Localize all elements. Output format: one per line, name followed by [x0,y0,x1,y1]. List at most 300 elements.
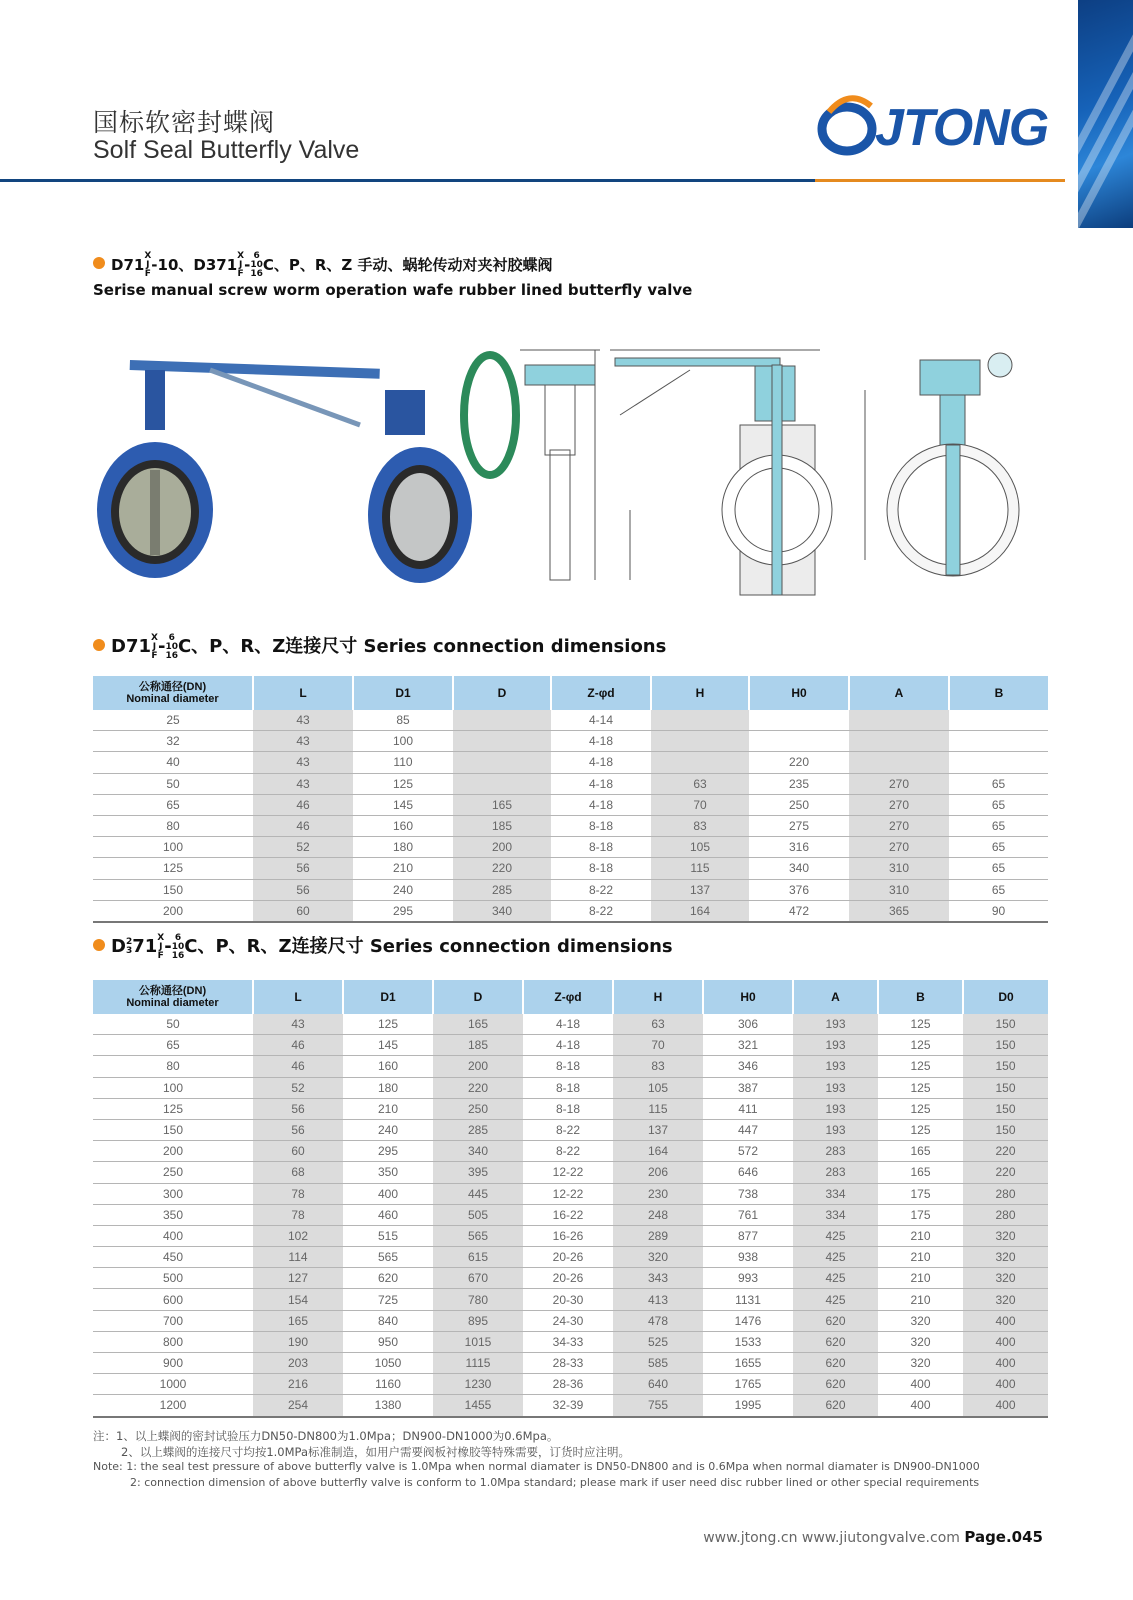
table-cell [849,752,949,773]
table-cell: 895 [433,1310,523,1331]
table-cell: 193 [793,1119,878,1140]
table-cell: 83 [613,1056,703,1077]
table-cell: 220 [749,752,849,773]
table-cell: 150 [963,1035,1048,1056]
table-cell: 115 [613,1098,703,1119]
table-cell: 725 [343,1289,433,1310]
table-row [93,1247,1048,1268]
table-cell: 65 [949,858,1048,879]
table-cell: 1000 [93,1374,253,1395]
column-header: Z-φd [551,676,651,710]
table-cell: 320 [963,1247,1048,1268]
bullet-dot-icon [93,639,105,651]
table-cell: 505 [433,1204,523,1225]
table-cell: 125 [878,1035,963,1056]
column-header: 公称通径(DN) Nominal diameter [93,676,253,710]
table-row [93,1331,1048,1352]
table-cell: 340 [433,1141,523,1162]
table-cell: 316 [749,837,849,858]
table-cell: 114 [253,1247,343,1268]
table-cell: 670 [433,1268,523,1289]
table-cell: 78 [253,1204,343,1225]
table-cell: 425 [793,1289,878,1310]
table-cell: 8-18 [523,1077,613,1098]
page-footer [703,1528,1043,1546]
table-cell: 340 [749,858,849,879]
table-cell: 56 [253,1119,343,1140]
table-cell: 270 [849,815,949,836]
table-cell: 137 [651,879,749,900]
column-header: H [651,676,749,710]
table-cell: 65 [949,815,1048,836]
table-cell: 32 [93,731,253,752]
table-cell: 185 [433,1035,523,1056]
table-cell: 310 [849,858,949,879]
note-cn-2: 2、以上蝶阀的连接尺寸均按1.0MPa标准制造，如用户需要阀板衬橡胶等特殊需要，订货时应注明。 [121,1445,630,1459]
table-cell: 150 [963,1056,1048,1077]
table-cell: 185 [453,815,551,836]
table-cell: 250 [749,794,849,815]
table-cell: 600 [93,1289,253,1310]
table-cell: 387 [703,1077,793,1098]
table-cell: 34-33 [523,1331,613,1352]
table-cell [453,773,551,794]
table-cell: 306 [703,1014,793,1035]
table-cell: 620 [793,1374,878,1395]
table-cell: 70 [613,1035,703,1056]
table-cell: 8-22 [523,1141,613,1162]
page-title-cn: 国标软密封蝶阀 [93,108,276,137]
table-cell: 400 [343,1183,433,1204]
header-rule-accent [815,179,1065,182]
table-cell: 300 [93,1183,253,1204]
table-cell: 700 [93,1310,253,1331]
note-en-1: Note: 1: the seal test pressure of above butterfly valve is 1.0Mpa when normal diamater is DN50-DN800 and is 0.6Mpa when normal diamater is DN900-DN1000 [93,1460,980,1473]
table-cell: 240 [343,1119,433,1140]
dimensions-table-1 [93,676,1048,923]
table-cell: 46 [253,1035,343,1056]
table-cell: 210 [878,1225,963,1246]
table-cell: 127 [253,1268,343,1289]
column-header: H0 [703,980,793,1014]
table-cell: 50 [93,1014,253,1035]
table-row [93,900,1048,922]
table-cell: 250 [433,1098,523,1119]
table-cell: 200 [453,837,551,858]
table-cell: 56 [253,879,353,900]
table-cell: 210 [878,1247,963,1268]
table-cell: 165 [433,1014,523,1035]
table-cell: 1765 [703,1374,793,1395]
table-cell: 43 [253,710,353,731]
table-cell: 320 [878,1331,963,1352]
table-row [93,1183,1048,1204]
table-cell: 63 [613,1014,703,1035]
table-cell: 20-30 [523,1289,613,1310]
footer-urls: www.jtong.cn www.jiutongvalve.com [703,1530,960,1546]
table-cell: 400 [963,1331,1048,1352]
table-cell: 150 [963,1119,1048,1140]
table-cell: 400 [93,1225,253,1246]
column-header: B [878,980,963,1014]
table-row [93,1119,1048,1140]
table-cell: 900 [93,1353,253,1374]
table-cell: 295 [353,900,453,922]
table-cell: 877 [703,1225,793,1246]
table-cell: 400 [963,1310,1048,1331]
table-cell: 761 [703,1204,793,1225]
table-cell: 100 [93,1077,253,1098]
side-view-drawing [520,350,630,580]
table-cell: 56 [253,858,353,879]
table-cell: 193 [793,1098,878,1119]
table-cell: 320 [878,1353,963,1374]
table-cell: 8-18 [551,858,651,879]
table-row [93,1204,1048,1225]
table-cell: 280 [963,1204,1048,1225]
table-cell: 125 [878,1077,963,1098]
table-cell: 52 [253,837,353,858]
table-cell: 565 [343,1247,433,1268]
column-header: L [253,980,343,1014]
table-cell: 450 [93,1247,253,1268]
front-view-drawing [610,350,832,595]
table-cell: 52 [253,1077,343,1098]
note-cn-1: 注：1、以上蝶阀的密封试验压力DN50-DN800为1.0Mpa；DN900-DN1000为0.6Mpa。 [93,1429,559,1443]
table-cell: 32-39 [523,1395,613,1417]
table-cell: 993 [703,1268,793,1289]
table-cell: 395 [433,1162,523,1183]
table-cell: 175 [878,1183,963,1204]
table-cell: 115 [651,858,749,879]
table-cell: 500 [93,1268,253,1289]
table-cell [651,752,749,773]
page-title-en: Solf Seal Butterfly Valve [93,136,360,164]
table-cell: 160 [343,1056,433,1077]
table-cell: 200 [433,1056,523,1077]
table1-title: D71X J F- 6 10 16C、P、R、Z连接尺寸 Series connection dimensions [93,632,666,661]
note-en-2: 2: connection dimension of above butterfly valve is conform to 1.0Mpa standard; please mark if user need disc rubber lined or other special requirements [130,1476,980,1489]
table-cell: 400 [963,1374,1048,1395]
table-cell: 4-18 [523,1014,613,1035]
table-row [93,1225,1048,1246]
table-cell: 4-18 [551,752,651,773]
table-cell: 8-22 [523,1119,613,1140]
column-header: D [453,676,551,710]
column-header: D [433,980,523,1014]
table-cell: 585 [613,1353,703,1374]
table-cell: 8-18 [523,1056,613,1077]
table-cell: 193 [793,1056,878,1077]
table-cell: 68 [253,1162,343,1183]
table-cell: 320 [963,1289,1048,1310]
table-cell: 105 [613,1077,703,1098]
table-cell: 164 [613,1141,703,1162]
table-cell: 1380 [343,1395,433,1417]
table-row [93,1098,1048,1119]
table-cell: 180 [353,837,453,858]
table-cell: 100 [353,731,453,752]
table-cell: 1131 [703,1289,793,1310]
table-cell: 220 [963,1141,1048,1162]
table-cell: 400 [963,1353,1048,1374]
column-header: 公称通径(DN) Nominal diameter [93,980,253,1014]
table-cell: 425 [793,1247,878,1268]
table-row [93,1162,1048,1183]
table-cell [849,710,949,731]
table-row [93,710,1048,731]
table-cell: 43 [253,731,353,752]
table-cell: 16-26 [523,1225,613,1246]
table-cell: 150 [963,1098,1048,1119]
table-row [93,1353,1048,1374]
table-cell: 46 [253,794,353,815]
table-cell: 646 [703,1162,793,1183]
table-cell: 90 [949,900,1048,922]
table-row [93,752,1048,773]
table-cell: 1160 [343,1374,433,1395]
table-cell: 12-22 [523,1162,613,1183]
table-row [93,1035,1048,1056]
table-row [93,773,1048,794]
table-cell: 280 [963,1183,1048,1204]
table-cell: 60 [253,900,353,922]
table-cell: 110 [353,752,453,773]
table-cell: 65 [949,773,1048,794]
table-cell: 240 [353,879,453,900]
table-cell [949,710,1048,731]
table-row [93,837,1048,858]
table-cell [453,710,551,731]
table-cell: 334 [793,1204,878,1225]
table-cell: 8-22 [551,900,651,922]
bullet-dot-icon [93,939,105,951]
page-number: Page.045 [964,1528,1043,1546]
table-cell: 620 [343,1268,433,1289]
table-cell: 283 [793,1141,878,1162]
table-cell: 78 [253,1183,343,1204]
table-cell: 270 [849,773,949,794]
table-cell: 460 [343,1204,433,1225]
table-cell: 1200 [93,1395,253,1417]
table-cell: 350 [93,1204,253,1225]
column-header: D0 [963,980,1048,1014]
table-cell: 210 [343,1098,433,1119]
table-cell: 447 [703,1119,793,1140]
table-cell: 125 [878,1056,963,1077]
table-cell: 1015 [433,1331,523,1352]
table-cell: 320 [878,1310,963,1331]
table-cell: 780 [433,1289,523,1310]
gear-front-drawing [865,353,1019,576]
table-cell: 193 [793,1077,878,1098]
table-cell: 620 [793,1353,878,1374]
table-cell: 165 [878,1162,963,1183]
table-cell: 478 [613,1310,703,1331]
table-cell: 365 [849,900,949,922]
table-cell: 40 [93,752,253,773]
table-cell: 320 [963,1268,1048,1289]
table-cell: 190 [253,1331,343,1352]
table-cell: 346 [703,1056,793,1077]
table-row [93,1077,1048,1098]
table-cell: 20-26 [523,1247,613,1268]
table-cell: 840 [343,1310,433,1331]
table-cell: 150 [963,1014,1048,1035]
table-cell: 640 [613,1374,703,1395]
table-cell: 275 [749,815,849,836]
table-cell: 193 [793,1035,878,1056]
table-cell: 620 [793,1331,878,1352]
table-cell: 376 [749,879,849,900]
table-cell: 203 [253,1353,343,1374]
table-cell: 220 [433,1077,523,1098]
column-header: L [253,676,353,710]
table-cell: 28-33 [523,1353,613,1374]
table-cell: 1655 [703,1353,793,1374]
table-cell: 235 [749,773,849,794]
column-header: A [793,980,878,1014]
table-row [93,731,1048,752]
table-cell: 1050 [343,1353,433,1374]
table-cell: 150 [963,1077,1048,1098]
dimensions-table-2 [93,980,1048,1418]
table-cell: 400 [878,1395,963,1417]
table-cell: 50 [93,773,253,794]
column-header: A [849,676,949,710]
table-cell [453,731,551,752]
table-cell: 320 [963,1225,1048,1246]
table-cell: 125 [93,1098,253,1119]
table-cell: 800 [93,1331,253,1352]
table-cell: 24-30 [523,1310,613,1331]
table-cell: 137 [613,1119,703,1140]
gear-valve-photo [368,355,516,583]
table-cell: 65 [949,794,1048,815]
table-cell: 4-14 [551,710,651,731]
table-cell: 515 [343,1225,433,1246]
table-row [93,879,1048,900]
table-row [93,1141,1048,1162]
section-title-cn: D71X J F-10、D371X J F- 6 10 16C、P、R、Z 手动、蜗轮传动对夹衬胶蝶阀 [93,252,553,279]
table-cell: 4-18 [551,773,651,794]
table-cell: 175 [878,1204,963,1225]
table-cell: 270 [849,794,949,815]
table-cell: 1533 [703,1331,793,1352]
column-header: Z-φd [523,980,613,1014]
table-cell: 60 [253,1141,343,1162]
table-cell: 320 [613,1247,703,1268]
table-header-row [93,676,1048,710]
table-cell: 206 [613,1162,703,1183]
bullet-dot-icon [93,257,105,269]
table-cell: 1230 [433,1374,523,1395]
table-cell: 938 [703,1247,793,1268]
table-cell: 413 [613,1289,703,1310]
valve-illustrations [90,330,1050,610]
table-cell: 472 [749,900,849,922]
table-cell: 164 [651,900,749,922]
table-cell: 8-22 [551,879,651,900]
table-cell: 321 [703,1035,793,1056]
table-cell: 125 [353,773,453,794]
table-cell: 285 [453,879,551,900]
table-cell: 65 [949,837,1048,858]
table-cell: 80 [93,1056,253,1077]
table-cell: 4-18 [523,1035,613,1056]
table-cell: 1995 [703,1395,793,1417]
table-cell: 8-18 [551,815,651,836]
table-cell: 145 [343,1035,433,1056]
table-cell [749,710,849,731]
table-cell: 340 [453,900,551,922]
table-cell: 220 [453,858,551,879]
lever-valve-photo [97,360,380,578]
table-cell: 210 [878,1268,963,1289]
table-cell: 125 [878,1014,963,1035]
table-row [93,1310,1048,1331]
table-row [93,1374,1048,1395]
table-cell: 445 [433,1183,523,1204]
table-cell: 343 [613,1268,703,1289]
table-cell: 285 [433,1119,523,1140]
table-cell: 43 [253,752,353,773]
table-row [93,858,1048,879]
table-cell: 180 [343,1077,433,1098]
table-cell: 620 [793,1310,878,1331]
table-cell: 248 [613,1204,703,1225]
table-cell: 70 [651,794,749,815]
table-cell: 400 [963,1395,1048,1417]
table-row [93,1395,1048,1417]
table-cell: 310 [849,879,949,900]
table-cell: 1476 [703,1310,793,1331]
table-cell: 63 [651,773,749,794]
table-cell: 165 [453,794,551,815]
table-cell: 43 [253,1014,343,1035]
table-cell: 216 [253,1374,343,1395]
table-row [93,1289,1048,1310]
table-cell: 615 [433,1247,523,1268]
table-cell: 295 [343,1141,433,1162]
section-title-en: Serise manual screw worm operation wafe rubber lined butterfly valve [93,281,693,299]
table-cell: 100 [93,837,253,858]
table-cell: 145 [353,794,453,815]
table-cell [849,731,949,752]
table-cell: 738 [703,1183,793,1204]
table-row [93,815,1048,836]
table-cell [949,731,1048,752]
table-cell: 165 [253,1310,343,1331]
table-cell: 85 [353,710,453,731]
table-cell: 254 [253,1395,343,1417]
table-cell: 250 [93,1162,253,1183]
table-cell: 83 [651,815,749,836]
table-cell: 200 [93,1141,253,1162]
table-cell: 25 [93,710,253,731]
table-cell: 80 [93,815,253,836]
table-cell: 20-26 [523,1268,613,1289]
table-cell: 125 [878,1098,963,1119]
table-cell [749,731,849,752]
table-cell: 65 [93,1035,253,1056]
header-rule [0,179,815,182]
table-cell: 105 [651,837,749,858]
table-row [93,1268,1048,1289]
table-cell: 350 [343,1162,433,1183]
table-cell: 400 [878,1374,963,1395]
table-cell: 755 [613,1395,703,1417]
